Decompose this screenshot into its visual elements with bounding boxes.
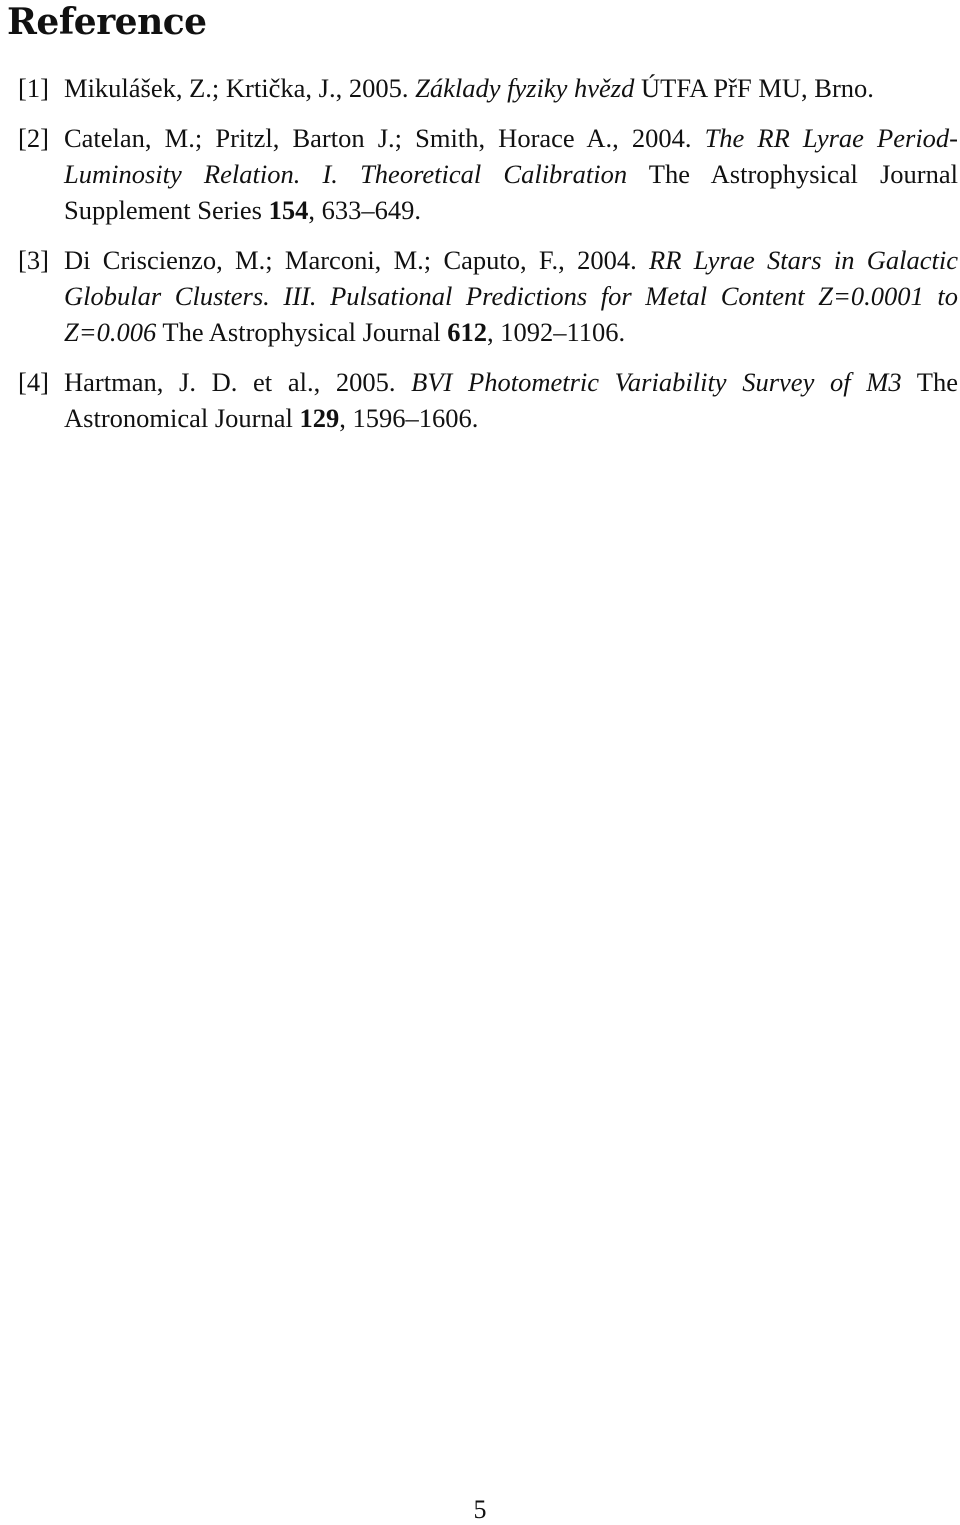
- reference-number: [2]: [18, 123, 49, 153]
- reference-authors: Catelan, M.; Pritzl, Barton J.; Smith, Horace A., 2004.: [64, 123, 692, 153]
- reference-item-2: [18, 120, 958, 228]
- reference-body: [64, 70, 958, 106]
- reference-title: RR Lyrae Stars in Galactic Globular Clusters. III. Pulsational Predictions for Metal Content Z=0.0001 to Z=0.006: [64, 245, 959, 347]
- reference-journal: The Astrophysical Journal: [162, 317, 441, 347]
- reference-authors: Hartman, J. D. et al., 2005.: [64, 367, 396, 397]
- reference-title: BVI Photometric Variability Survey of M3: [411, 367, 902, 397]
- reference-number: [3]: [18, 245, 49, 275]
- reference-pages: , 1092–1106.: [486, 317, 626, 347]
- reference-pages: , 633–649.: [308, 195, 421, 225]
- page-number: 5: [473, 1495, 487, 1524]
- reference-item-3: [18, 242, 958, 350]
- section-heading: Reference: [7, 1, 207, 43]
- reference-list: [18, 70, 958, 450]
- reference-number: [1]: [18, 73, 49, 103]
- reference-body: [64, 364, 958, 436]
- reference-title: Základy fyziky hvězd: [415, 73, 635, 103]
- reference-journal: The Astrophysical Journal Supplement Series: [64, 159, 958, 225]
- reference-journal: The Astronomical Journal: [64, 367, 958, 433]
- reference-body: [64, 120, 958, 228]
- reference-body: [64, 242, 958, 350]
- reference-title: The RR Lyrae Period-Luminosity Relation. I. Theoretical Calibration: [64, 123, 958, 189]
- reference-source: ÚTFA PřF MU, Brno.: [641, 73, 874, 103]
- reference-item-4: [18, 364, 958, 436]
- reference-volume: 612: [447, 317, 487, 347]
- reference-volume: 154: [268, 195, 309, 225]
- reference-authors: Di Criscienzo, M.; Marconi, M.; Caputo, F., 2004.: [64, 245, 637, 275]
- reference-authors: Mikulášek, Z.; Krtička, J., 2005.: [64, 73, 409, 103]
- reference-item-1: [18, 70, 958, 106]
- reference-volume: 129: [299, 403, 340, 433]
- reference-number: [4]: [18, 367, 49, 397]
- reference-pages: , 1596–1606.: [339, 403, 479, 433]
